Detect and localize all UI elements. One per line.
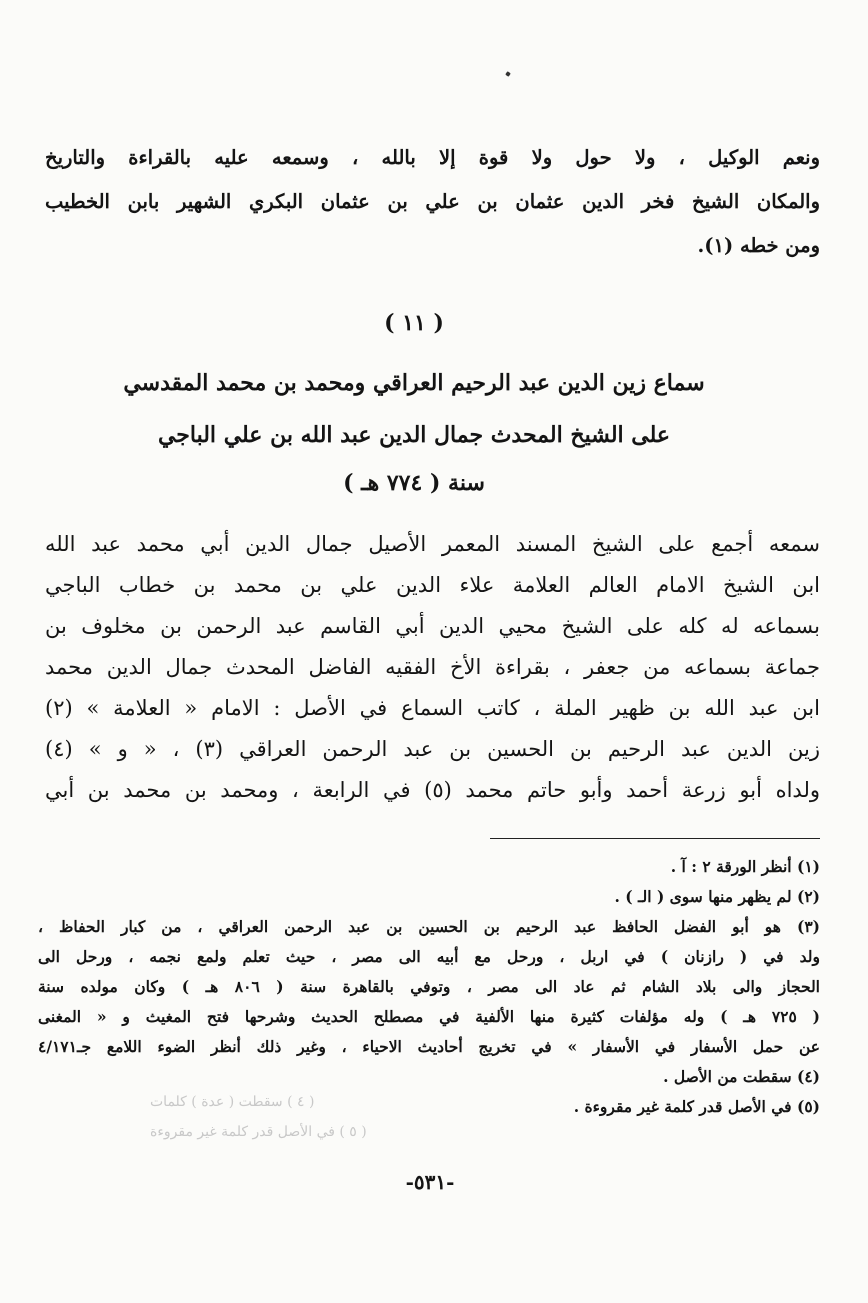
footnote-line: (٢) لم يظهر منها سوى ( الـ ) .	[614, 887, 820, 906]
top-paragraph-line: ومن خطه (١).	[697, 234, 820, 257]
footnote-divider	[490, 838, 820, 839]
footnote-1	[38, 852, 820, 882]
page-number: -٥٣١-	[405, 1170, 455, 1194]
footnote-line: عن حمل الأسفار في الأسفار » في تخريج أحاديث الاحياء ، وغير ذلك أنظر الضوء اللامع جـ٤/١٧١	[38, 1037, 820, 1056]
footnote-line: (٣) هو أبو الفضل الحافظ عبد الرحيم بن الحسين بن عبد الرحمن العراقي ، من كبار الحفاظ ،	[38, 917, 820, 936]
section-heading-year: سنة ( ٧٧٤ هـ )	[343, 470, 485, 496]
footnote-line: (١) أنظر الورقة ٢ : آ .	[670, 857, 820, 876]
bleed-through-text	[150, 1087, 410, 1147]
footnote-line: ( ٧٢٥ هـ ) وله مؤلفات كثيرة منها الألفية في مصطلح الحديث وشرحها فتح المغيث و « المغنى	[38, 1007, 820, 1026]
footnote-3	[38, 912, 820, 1062]
footnote-line: (٥) في الأصل قدر كلمة غير مقروءة .	[573, 1097, 820, 1116]
body-paragraph	[45, 524, 820, 811]
top-paragraph-line: ونعم الوكيل ، ولا حول ولا قوة إلا بالله ، وسمعه عليه بالقراءة والتاريخ	[45, 146, 820, 169]
top-paragraph	[45, 136, 820, 268]
top-paragraph-line: والمكان الشيخ فخر الدين عثمان بن علي بن عثمان البكري الشهير بابن الخطيب	[45, 190, 820, 213]
ink-speck	[505, 71, 511, 77]
body-line: زين الدين عبد الرحيم بن الحسين بن عبد الرحمن العراقي (٣) ، « و » (٤)	[45, 737, 820, 761]
section-number: ( ١١ )	[384, 310, 444, 336]
footnotes-list	[38, 852, 820, 1122]
bleed-through-line: ( ٤ ) سقطت ( عدة ) كلمات	[150, 1094, 315, 1110]
body-line: بسماعه له كله على الشيخ محيي الدين أبي القاسم عبد الرحمن بن مخلوف بن	[45, 614, 820, 638]
body-line: ابن الشيخ الامام العالم العلامة علاء الدين علي بن محمد بن خطاب الباجي	[45, 573, 820, 597]
body-line: جماعة بسماعه من جعفر ، بقراءة الأخ الفقيه الفاضل المحدث جمال الدين محمد	[45, 655, 820, 679]
section-heading-line-2: على الشيخ المحدث جمال الدين عبد الله بن علي الباجي	[157, 422, 671, 448]
body-line: سمعه أجمع على الشيخ المسند المعمر الأصيل جمال الدين أبي محمد عبد الله	[45, 532, 820, 556]
footnote-line: الحجاز والى بلاد الشام ثم عاد الى مصر ، وتوفي بالقاهرة سنة ( ٨٠٦ هـ ) وكان مولده سنة	[38, 977, 820, 996]
bleed-through-line: ( ٥ ) في الأصل قدر كلمة غير مقروءة	[150, 1124, 367, 1140]
footnote-2	[38, 882, 820, 912]
section-heading-line-1: سماع زين الدين عبد الرحيم العراقي ومحمد بن محمد المقدسي	[123, 370, 705, 396]
footnote-line: (٤) سقطت من الأصل .	[663, 1067, 820, 1086]
footnote-line: ولد في ( رازنان ) في اربل ، ورحل مع أبيه الى مصر ، حيث تعلم ولمع نجمه ، ورحل الى	[38, 947, 820, 966]
body-line: ابن عبد الله بن ظهير الملة ، كاتب السماع في الأصل : الامام « العلامة » (٢)	[45, 696, 820, 720]
body-line: ولداه أبو زرعة أحمد وأبو حاتم محمد (٥) في الرابعة ، ومحمد بن محمد بن أبي	[45, 778, 820, 802]
